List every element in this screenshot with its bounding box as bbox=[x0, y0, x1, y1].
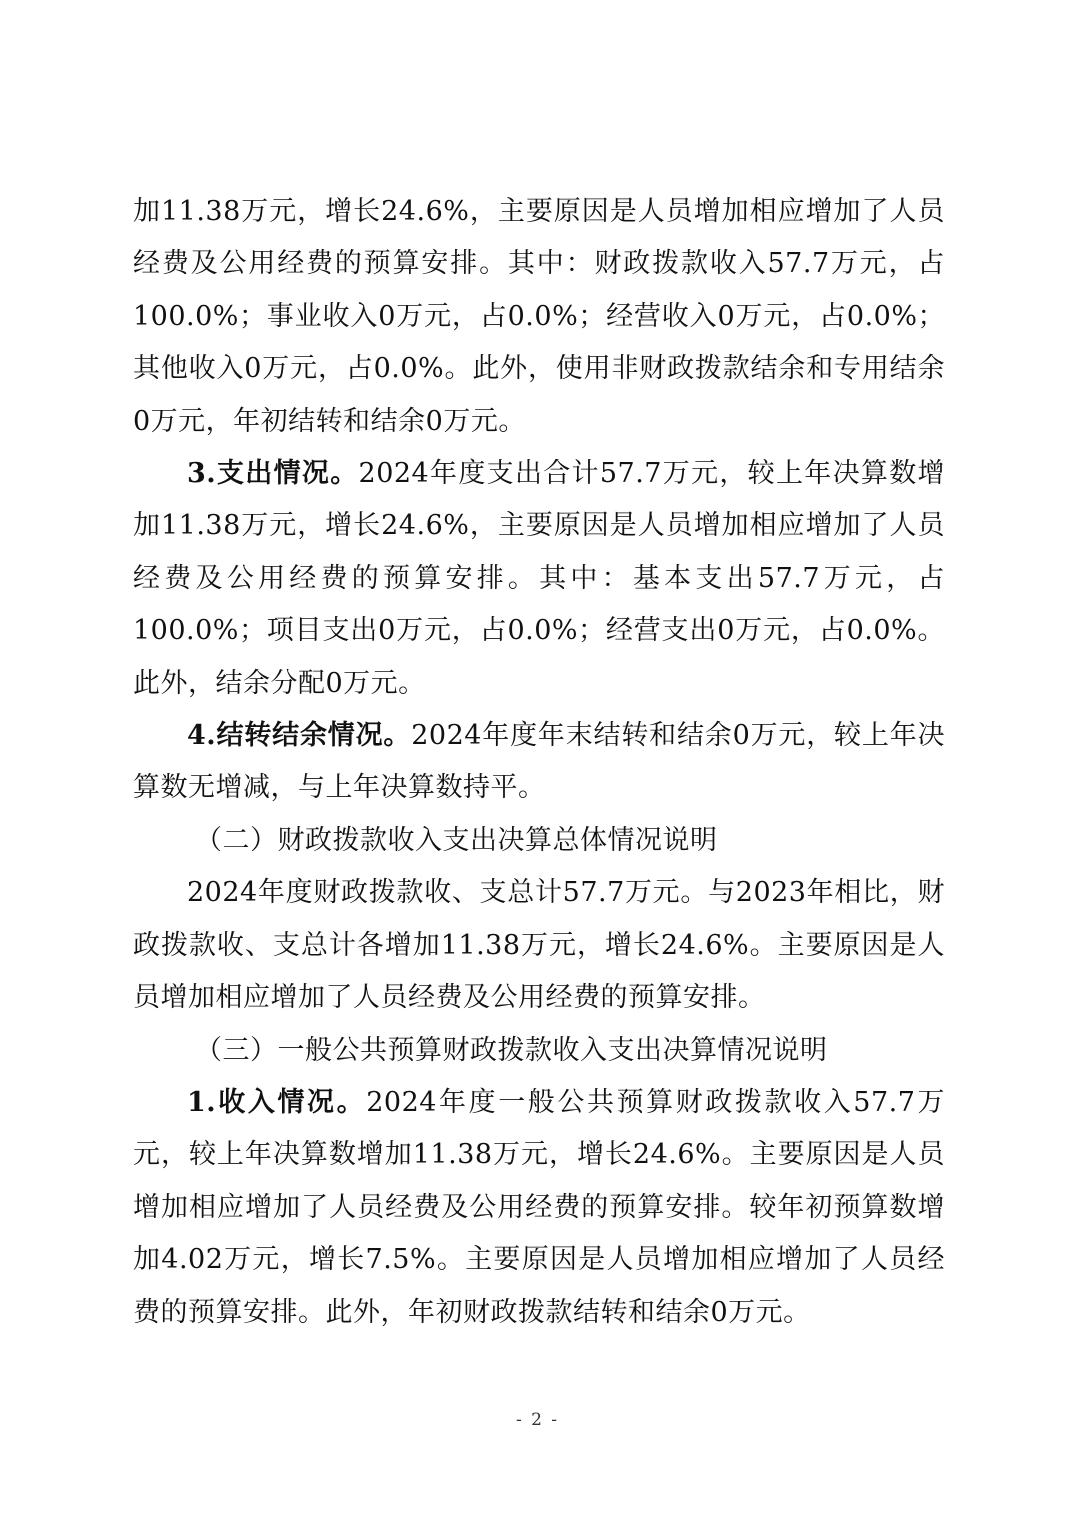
paragraph-text: 2024年度财政拨款收、支总计57.7万元。与2023年相比，财政拨款收、支总计各增加11.38万元，增长24.6%。主要原因是人员增加相应增加了人员经费及公用经费的预算安排。 bbox=[133, 877, 945, 1014]
section-heading-general-budget: （三）一般公共预算财政拨款收入支出决算情况说明 bbox=[195, 1034, 828, 1066]
paragraph-expenditure bbox=[133, 448, 945, 710]
section-heading-fiscal-overall: （二）财政拨款收入支出决算总体情况说明 bbox=[195, 824, 718, 856]
section-lead-income: 1.收入情况。 bbox=[187, 1086, 367, 1118]
paragraph-general-budget-income bbox=[133, 1077, 945, 1339]
paragraph-fiscal-overall bbox=[133, 867, 945, 1024]
document-body bbox=[133, 186, 945, 1339]
paragraph-text: 2024年度年末结转和结余0万元，较上年决算数无增减，与上年决算数持平。 bbox=[133, 720, 946, 804]
section-lead-carryover: 4.结转结余情况。 bbox=[187, 720, 412, 752]
paragraph-text: 2024年度一般公共预算财政拨款收入57.7万元，较上年决算数增加11.38万元，增长24.6%。主要原因是人员增加相应增加了人员经费及公用经费的预算安排。较年初预算数增加4.02万元，增长7.5%。主要原因是人员增加相应增加了人员经费的预算安排。此外，年初财政拨款结转和结余0万元。 bbox=[133, 1086, 945, 1328]
page-number: - 2 - bbox=[515, 1410, 560, 1430]
paragraph-carryover bbox=[133, 710, 945, 815]
section-lead-expenditure: 3.支出情况。 bbox=[187, 458, 359, 490]
paragraph-text: 加11.38万元，增长24.6%，主要原因是人员增加相应增加了人员经费及公用经费的预算安排。其中：财政拨款收入57.7万元，占100.0%；事业收入0万元，占0.0%；经营收入0万元，占0.0%；其他收入0万元，占0.0%。此外，使用非财政拨款结余和专用结余0万元，年初结转和结余0万元。 bbox=[133, 196, 945, 437]
paragraph-text: 2024年度支出合计57.7万元，较上年决算数增加11.38万元，增长24.6%，主要原因是人员增加相应增加了人员经费及公用经费的预算安排。其中：基本支出57.7万元，占100.0%；项目支出0万元，占0.0%；经营支出0万元，占0.0%。此外，结余分配0万元。 bbox=[133, 458, 945, 699]
paragraph-income-continued bbox=[133, 186, 945, 448]
